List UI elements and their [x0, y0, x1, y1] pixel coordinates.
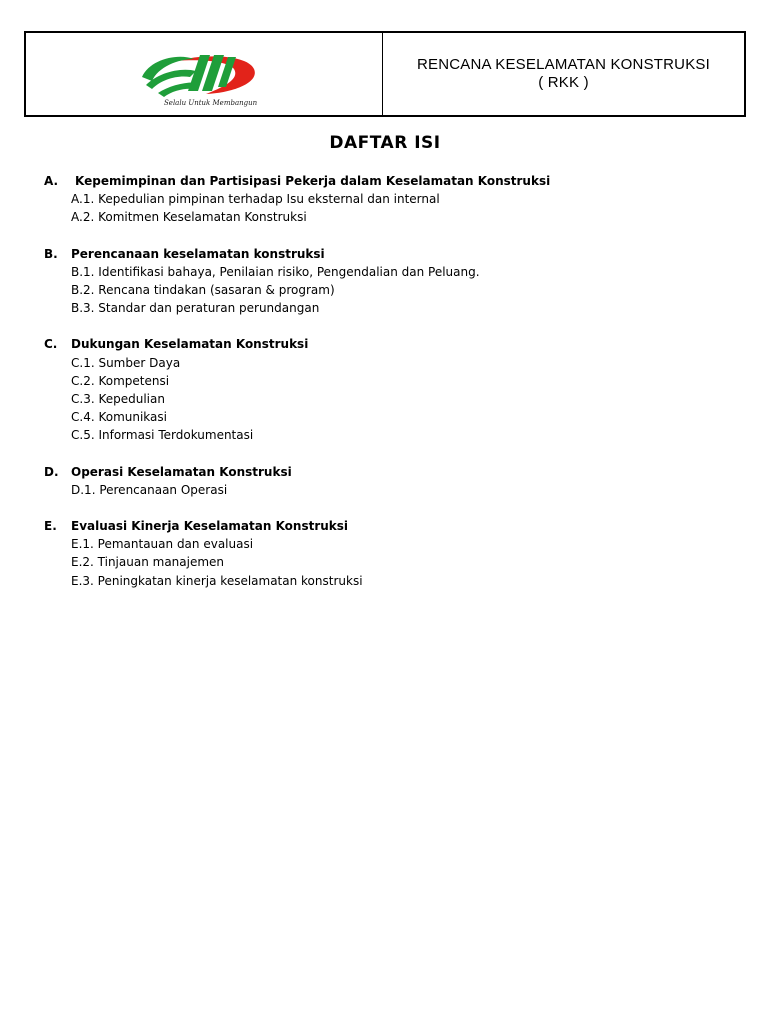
toc-item: C.4. Komunikasi [71, 410, 167, 425]
toc-title: DAFTAR ISI [329, 133, 441, 153]
section-letter: B. [44, 246, 58, 261]
section-letter: C. [44, 337, 58, 352]
toc-section-a [44, 172, 724, 227]
toc-section-heading [44, 335, 724, 353]
toc-section-heading [44, 517, 724, 535]
table-of-contents [44, 172, 724, 608]
toc-item: A.1. Kepedulian pimpinan terhadap Isu eksternal dan internal [71, 192, 440, 207]
toc-item: D.1. Perencanaan Operasi [71, 482, 228, 497]
document-header [24, 31, 746, 117]
toc-item: C.3. Kepedulian [71, 392, 165, 407]
toc-section-heading [44, 245, 724, 263]
logo-tagline: Selalu Untuk Membangun [164, 99, 258, 107]
toc-section-heading [44, 463, 724, 481]
toc-section-d [44, 463, 724, 499]
toc-section-c [44, 335, 724, 444]
section-title: Perencanaan keselamatan konstruksi [71, 246, 325, 261]
toc-item: E.3. Peningkatan kinerja keselamatan konstruksi [71, 573, 363, 588]
toc-item: C.2. Kompetensi [71, 373, 170, 388]
section-letter: E. [44, 519, 57, 534]
document-title-cell [383, 33, 744, 115]
toc-item: C.5. Informasi Terdokumentasi [71, 428, 254, 443]
toc-item: B.3. Standar dan peraturan perundangan [71, 301, 320, 316]
company-logo-icon [136, 47, 266, 109]
section-title: Operasi Keselamatan Konstruksi [71, 464, 292, 479]
toc-item: A.2. Komitmen Keselamatan Konstruksi [71, 210, 307, 225]
logo-cell [26, 33, 383, 115]
toc-section-b [44, 245, 724, 318]
toc-item: C.1. Sumber Daya [71, 355, 181, 370]
section-title: Dukungan Keselamatan Konstruksi [71, 337, 309, 352]
toc-section-e [44, 517, 724, 590]
toc-item: B.1. Identifikasi bahaya, Penilaian risiko, Pengendalian dan Peluang. [71, 264, 480, 279]
toc-item: E.1. Pemantauan dan evaluasi [71, 537, 254, 552]
toc-item: E.2. Tinjauan manajemen [71, 555, 225, 570]
toc-section-heading [44, 172, 724, 190]
toc-item: B.2. Rencana tindakan (sasaran & program) [71, 283, 335, 298]
section-letter: D. [44, 464, 59, 479]
section-title: Evaluasi Kinerja Keselamatan Konstruksi [71, 519, 349, 534]
section-title: Kepemimpinan dan Partisipasi Pekerja dalam Keselamatan Konstruksi [75, 174, 551, 188]
document-title: RENCANA KESELAMATAN KONSTRUKSI [416, 56, 710, 73]
section-letter: A. [44, 174, 59, 188]
document-subtitle: ( RKK ) [538, 74, 589, 91]
